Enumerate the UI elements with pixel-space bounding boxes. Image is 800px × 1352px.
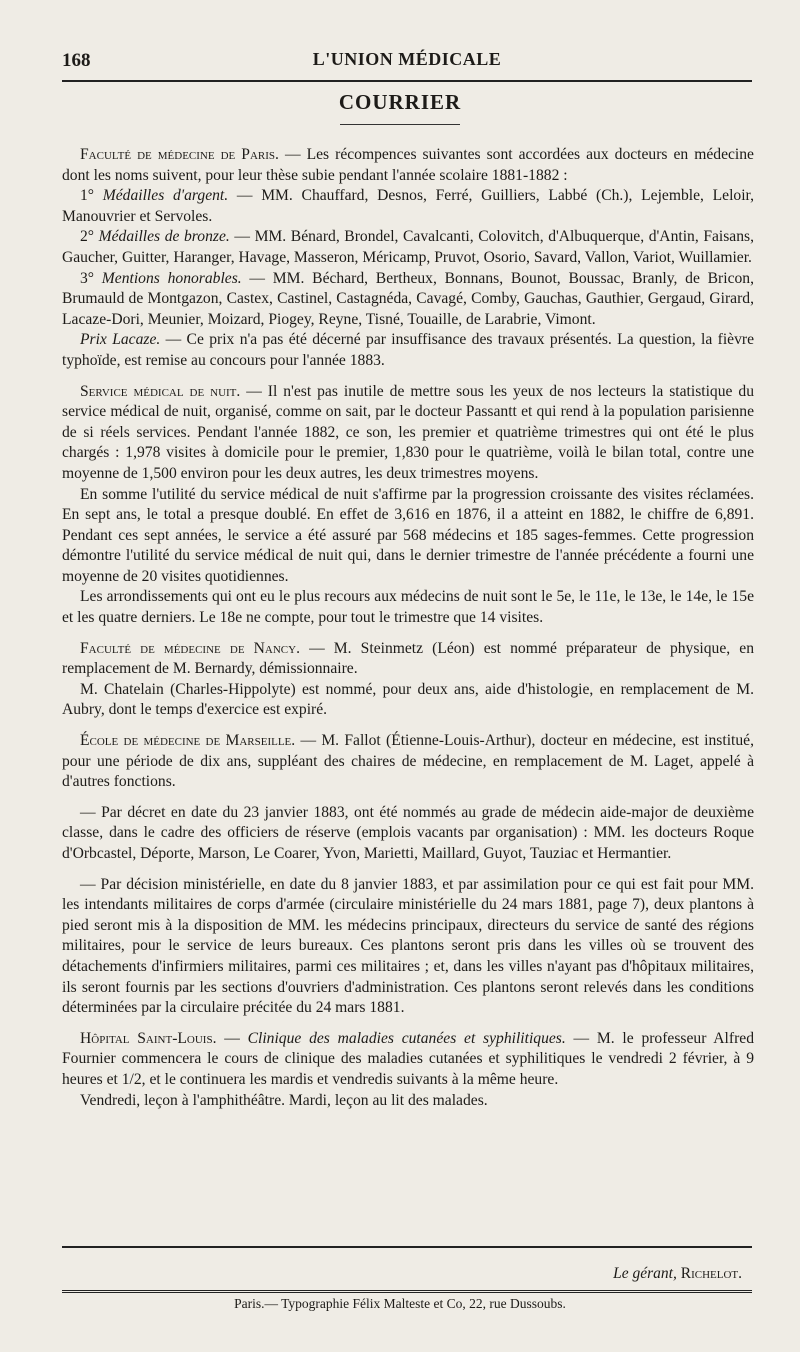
paragraph-text: — M. le professeur Alfred Fournier commencera le cours de clinique des maladies cutanées et syphilitiques le vendredi 2 février, à 9 heures et 1/2, et le continuera les mardis et vendredis suivants à la même heure. [62, 1029, 754, 1088]
paragraph-text: — M. Fallot (Étienne-Louis-Arthur), docteur en médecine, est institué, pour une période de dix ans, suppléant des chaires de médecine, en remplacement de M. Laget, appelé à d'autres fonctions. [62, 732, 754, 791]
paragraph-faculte-paris [62, 145, 754, 186]
paragraph-medailles-bronze [62, 227, 754, 268]
paragraph-text: Les arrondissements qui ont eu le plus recours aux médecins de nuit sont le 5e, le 11e, le 13e, le 14e, le 15e et les quatre derniers. Le 18e ne compte, pour tout le trimestre que 14 visites. [62, 588, 754, 627]
paragraph-text: — Par décret en date du 23 janvier 1883, ont été nommés au grade de médecin aide-major de deuxième classe, dans le cadre des officiers de réserve (emplois vacants par organisation) : MM. les docteurs Roque d'Orbcastel, Déporte, Marson, Le Coarer, Yvon, Marietti, Maillard, Guyot, Tauziac et Hermantier. [62, 803, 754, 862]
footer-double-rule [62, 1290, 752, 1293]
paragraph-lead: Faculté de médecine de Paris. [80, 146, 279, 163]
list-number: 1° [80, 187, 103, 205]
paragraph-service-nuit [62, 382, 754, 485]
paragraph-text: Vendredi, leçon à l'amphithéâtre. Mardi, leçon au lit des malades. [80, 1091, 488, 1109]
paragraph-text: — Par décision ministérielle, en date du 8 janvier 1883, et par assimilation pour ce qui est fait pour MM. les intendants militaires de corps d'armée (circulaire ministérielle du 24 mars 1881, page 7), deux plantons à pied seront mis à la disposition de MM. les médecins principaux, directeurs du service de santé des régions militaires, pour le service de leurs bureaux. Ces plantons seront pris dans les villes où se trouvent des détachements d'infirmiers militaires, parmi ces militaires ; et, dans les villes n'ayant pas d'hôpitaux militaires, ils seront fournis par les sections d'ouvriers d'administration. Ces plantons seront relevés dans les conditions déterminées par la circulaire précitée du 24 mars 1881. [62, 875, 754, 1017]
paragraph-utilite [62, 485, 754, 588]
imprint: Paris.— Typographie Félix Malteste et Co, 22, rue Dussoubs. [234, 1296, 566, 1311]
paragraph-lead: Prix Lacaze. [80, 331, 161, 349]
paragraph-text: — Les récompences suivantes sont accordées aux docteurs en médecine dont les noms suivent, pour leur thèse subie pendant l'année scolaire 1881-1882 : [62, 146, 754, 184]
paragraph-text: — Ce prix n'a pas été décerné par insuffisance des travaux présentés. La question, la fièvre typhoïde, est remise au concours pour l'année 1883. [62, 331, 755, 369]
section-title: COURRIER [338, 90, 462, 114]
paragraph-lead: Médailles de bronze. [98, 228, 230, 246]
paragraph-decision [62, 875, 754, 1019]
paragraph-text: M. Chatelain (Charles-Hippolyte) est nommé, pour deux ans, aide d'histologie, en remplacement de M. Aubry, dont le temps d'exercice est expiré. [62, 680, 754, 719]
paragraph-chatelain [62, 680, 754, 721]
page-header [62, 46, 752, 74]
header-rule [62, 80, 752, 82]
paragraph-text: — M. Steinmetz (Léon) est nommé préparateur de physique, en remplacement de M. Bernardy, démissionnaire. [62, 639, 754, 678]
signature-name: Richelot. [676, 1265, 742, 1282]
article-body [62, 145, 754, 1111]
paragraph-hopital-saint-louis [62, 1029, 754, 1091]
signature [613, 1265, 742, 1283]
footer-rule [62, 1246, 752, 1248]
paragraph-lead: Hôpital Saint-Louis. [80, 1029, 217, 1047]
paragraph-italic: Clinique des maladies cutanées et syphilitiques. [247, 1029, 566, 1047]
page-number: 168 [62, 50, 91, 71]
paragraph-lead: École de médecine de Marseille. [80, 732, 296, 750]
paragraph-prix-lacaze [62, 330, 754, 371]
paragraph-text: En somme l'utilité du service médical de nuit s'affirme par la progression croissante des visites réclamées. En sept ans, le total a presque doublé. En effet de 3,616 en 1876, il a atteint en 1882, le chiffre de 6,891. Pendant ces sept années, le service a été assuré par 568 médecins et 185 sages-femmes. Cette progression démontre l'utilité du service médical de nuit qui, dans le dernier trimestre de l'année précédente a fourni une moyenne de 20 visites quotidiennes. [62, 485, 754, 585]
paragraph-text: — Il n'est pas inutile de mettre sous les yeux de nos lecteurs la statistique du service médical de nuit, organisé, comme on sait, par le docteur Passantt et qui rend à la population parisienne de si réels services. Pendant l'année 1882, ce son, les premier et quatrième trimestres qui ont été le plus chargés : 1,978 visites à domicile pour le premier, 1,830 pour le quatrième, voilà le bilan total, contre une moyenne de 1,500 environ pour les deux autres, les deux trimestres moyens. [62, 382, 754, 482]
paragraph-arrondissements [62, 587, 754, 628]
list-number: 2° [80, 228, 99, 246]
list-number: 3° [80, 269, 102, 287]
paragraph-mentions [62, 269, 754, 331]
running-title: L'UNION MÉDICALE [312, 49, 502, 69]
paragraph-text: — MM. Béchard, Bertheux, Bonnans, Bounot, Boussac, Branly, de Bricon, Brumauld de Montgazon, Castex, Castinel, Castagnéda, Cavagé, Comby, Gauchas, Gauthier, Gergaud, Girard, Lacaze-Dori, Meunier, Moizard, Piogey, Reyne, Tisné, Touaille, de Larabrie, Vimont. [62, 269, 754, 328]
paragraph-ecole-marseille [62, 731, 754, 793]
paragraph-dash: — [216, 1029, 248, 1047]
title-underline [340, 124, 460, 125]
paragraph-text: — MM. Chauffard, Desnos, Ferré, Guilliers, Labbé (Ch.), Lejemble, Leloir, Manouvrier et Servoles. [62, 187, 754, 225]
paragraph-decret [62, 803, 754, 865]
paragraph-medailles-argent [62, 186, 754, 227]
signature-label: Le gérant, [613, 1265, 677, 1282]
paragraph-lead: Service médical de nuit. [80, 382, 241, 400]
paragraph-lead: Faculté de médecine de Nancy. [80, 639, 300, 657]
paragraph-lead: Mentions honorables. [101, 269, 242, 287]
paragraph-faculte-nancy [62, 639, 754, 680]
paragraph-vendredi [62, 1091, 754, 1112]
paragraph-text: — MM. Bénard, Brondel, Cavalcanti, Colovitch, d'Albuquerque, d'Antin, Faisans, Gaucher, Guitter, Haranger, Havage, Masseron, Méricamp, Pruvot, Osorio, Savard, Vallon, Variot, Wuillamier. [62, 228, 754, 266]
paragraph-lead: Médailles d'argent. [102, 187, 229, 205]
